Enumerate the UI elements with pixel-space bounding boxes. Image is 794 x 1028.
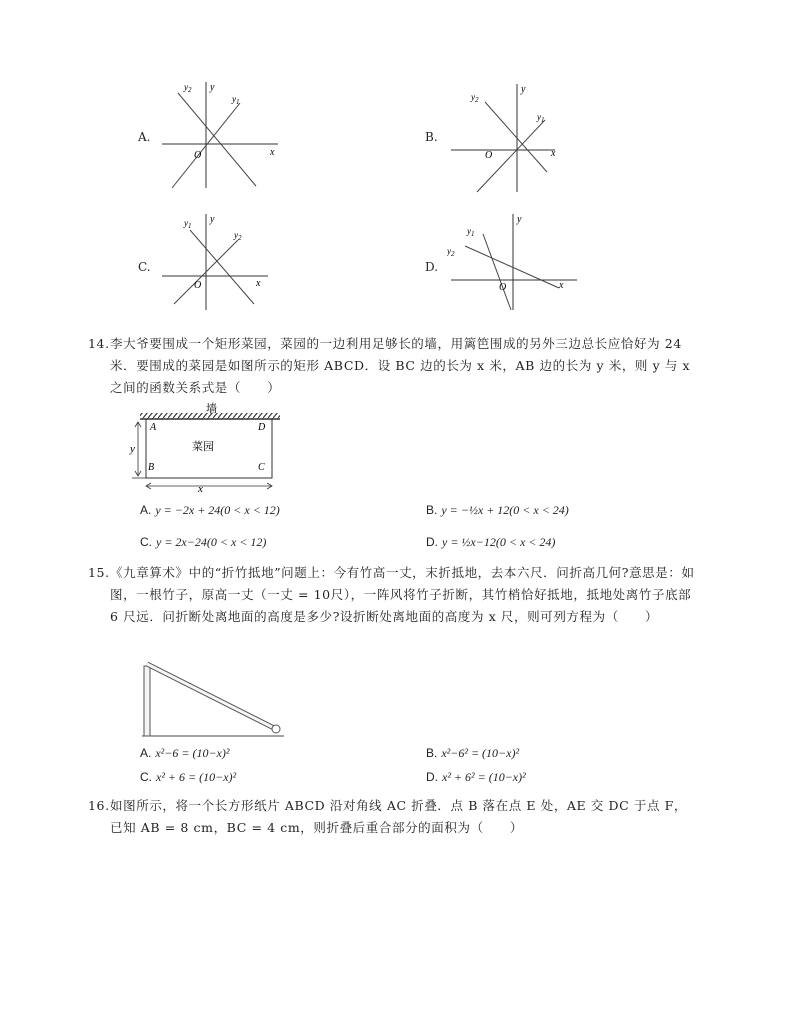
- point-b: B: [148, 462, 155, 473]
- q13-option-a[interactable]: [138, 78, 278, 193]
- question-text: 如图所示，将一个长方形纸片 ABCD 沿对角线 AC 折叠．点 B 落在点 E 处，AE 交 DC 于点 F，已知 AB = 8 cm，BC = 4 cm，则折叠后重合部分的面积为（ ）: [110, 798, 688, 835]
- q14-option-c[interactable]: C. y = 2x−24(0 < x < 12): [140, 535, 267, 549]
- graph-a: [158, 78, 278, 193]
- option-label: C.: [138, 260, 151, 274]
- garden-label: 菜园: [192, 441, 214, 453]
- q13-option-d[interactable]: [425, 212, 575, 312]
- option-label: A.: [138, 130, 151, 144]
- q13-option-c[interactable]: [138, 212, 278, 312]
- q15-bamboo-figure: [138, 656, 288, 740]
- question-number: 14.: [88, 336, 110, 351]
- q15-option-c[interactable]: C. x² + 6 = (10−x)²: [140, 770, 237, 784]
- svg-text:y1: $y_1$: [184, 218, 192, 230]
- option-label: B.: [425, 130, 438, 144]
- wall-label: 墙: [206, 403, 217, 415]
- graph-b: [447, 80, 577, 195]
- point-a: A: [150, 422, 157, 433]
- axis-y-label: y: [210, 214, 215, 225]
- point-c: C: [258, 462, 265, 473]
- axis-x-label: x: [559, 280, 564, 291]
- svg-text:y1: $y_1$: [537, 112, 545, 124]
- graph-d: [447, 212, 577, 312]
- origin-label: O: [194, 150, 202, 161]
- question-14: [88, 333, 695, 399]
- q13-option-b[interactable]: [425, 80, 575, 195]
- line-label-y2: y: [184, 82, 188, 92]
- x-label: x: [198, 483, 203, 495]
- q14-option-a[interactable]: A. y = −2x + 24(0 < x < 12): [140, 503, 280, 517]
- question-text: 李大爷要围成一个矩形菜园，菜园的一边利用足够长的墙，用篱笆围成的另外三边总长应恰好为 24米．要围成的菜园是如图所示的矩形 ABCD．设 BC 边的长为 x 米，AB 边的长为 y 米，则 y 与 x 之间的函数关系式是（ ）: [110, 336, 691, 395]
- axis-x-label: x: [270, 147, 275, 158]
- q15-option-b[interactable]: B. x²−6² = (10−x)²: [426, 746, 520, 760]
- svg-text:y2: $y_2$: [184, 82, 192, 94]
- axis-x-label: x: [256, 278, 261, 289]
- option-label: D.: [425, 260, 439, 274]
- q14-figure: [128, 400, 288, 495]
- axis-y-label: y: [517, 214, 522, 225]
- y-label: y: [130, 443, 135, 455]
- origin-label: O: [194, 280, 202, 291]
- point-d: D: [258, 422, 266, 433]
- axis-x-label: x: [551, 148, 556, 159]
- question-number: 16.: [88, 798, 110, 813]
- origin-label: O: [499, 282, 507, 293]
- svg-text:y1: $y_1$: [467, 226, 475, 238]
- q14-option-b[interactable]: B. y = −½x + 12(0 < x < 24): [426, 503, 569, 517]
- q15-option-a[interactable]: A. x²−6 = (10−x)²: [140, 746, 230, 760]
- q14-option-d[interactable]: D. y = ½x−12(0 < x < 24): [426, 535, 556, 549]
- svg-text:y2: $y_2$: [447, 246, 455, 258]
- question-number: 15.: [88, 565, 110, 580]
- axis-y-label: y: [521, 84, 526, 95]
- svg-text:y2: $y_2$: [471, 92, 479, 104]
- question-16: [88, 795, 695, 839]
- axis-y-label: y: [210, 82, 215, 93]
- line-label-y1: y: [232, 94, 236, 104]
- question-text: 《九章算术》中的“折竹抵地”问题上：今有竹高一丈，末折抵地，去本六尺．问折高几何?意思是：如图，一根竹子，原高一丈（一丈 = 10尺），一阵风将竹子折断，其竹梢恰好抵地，抵地处离竹子底部 6 尺远．问折断处离地面的高度是多少?设折断处离地面的高度为 x 尺，则可列方程为（ ）: [110, 565, 695, 624]
- graph-c: [158, 212, 278, 312]
- svg-text:y2: $y_2$: [234, 230, 242, 242]
- question-15: [88, 562, 695, 628]
- origin-label: O: [485, 150, 493, 161]
- q15-option-d[interactable]: D. x² + 6² = (10−x)²: [426, 770, 526, 784]
- svg-text:y1: $y_1$: [232, 94, 240, 106]
